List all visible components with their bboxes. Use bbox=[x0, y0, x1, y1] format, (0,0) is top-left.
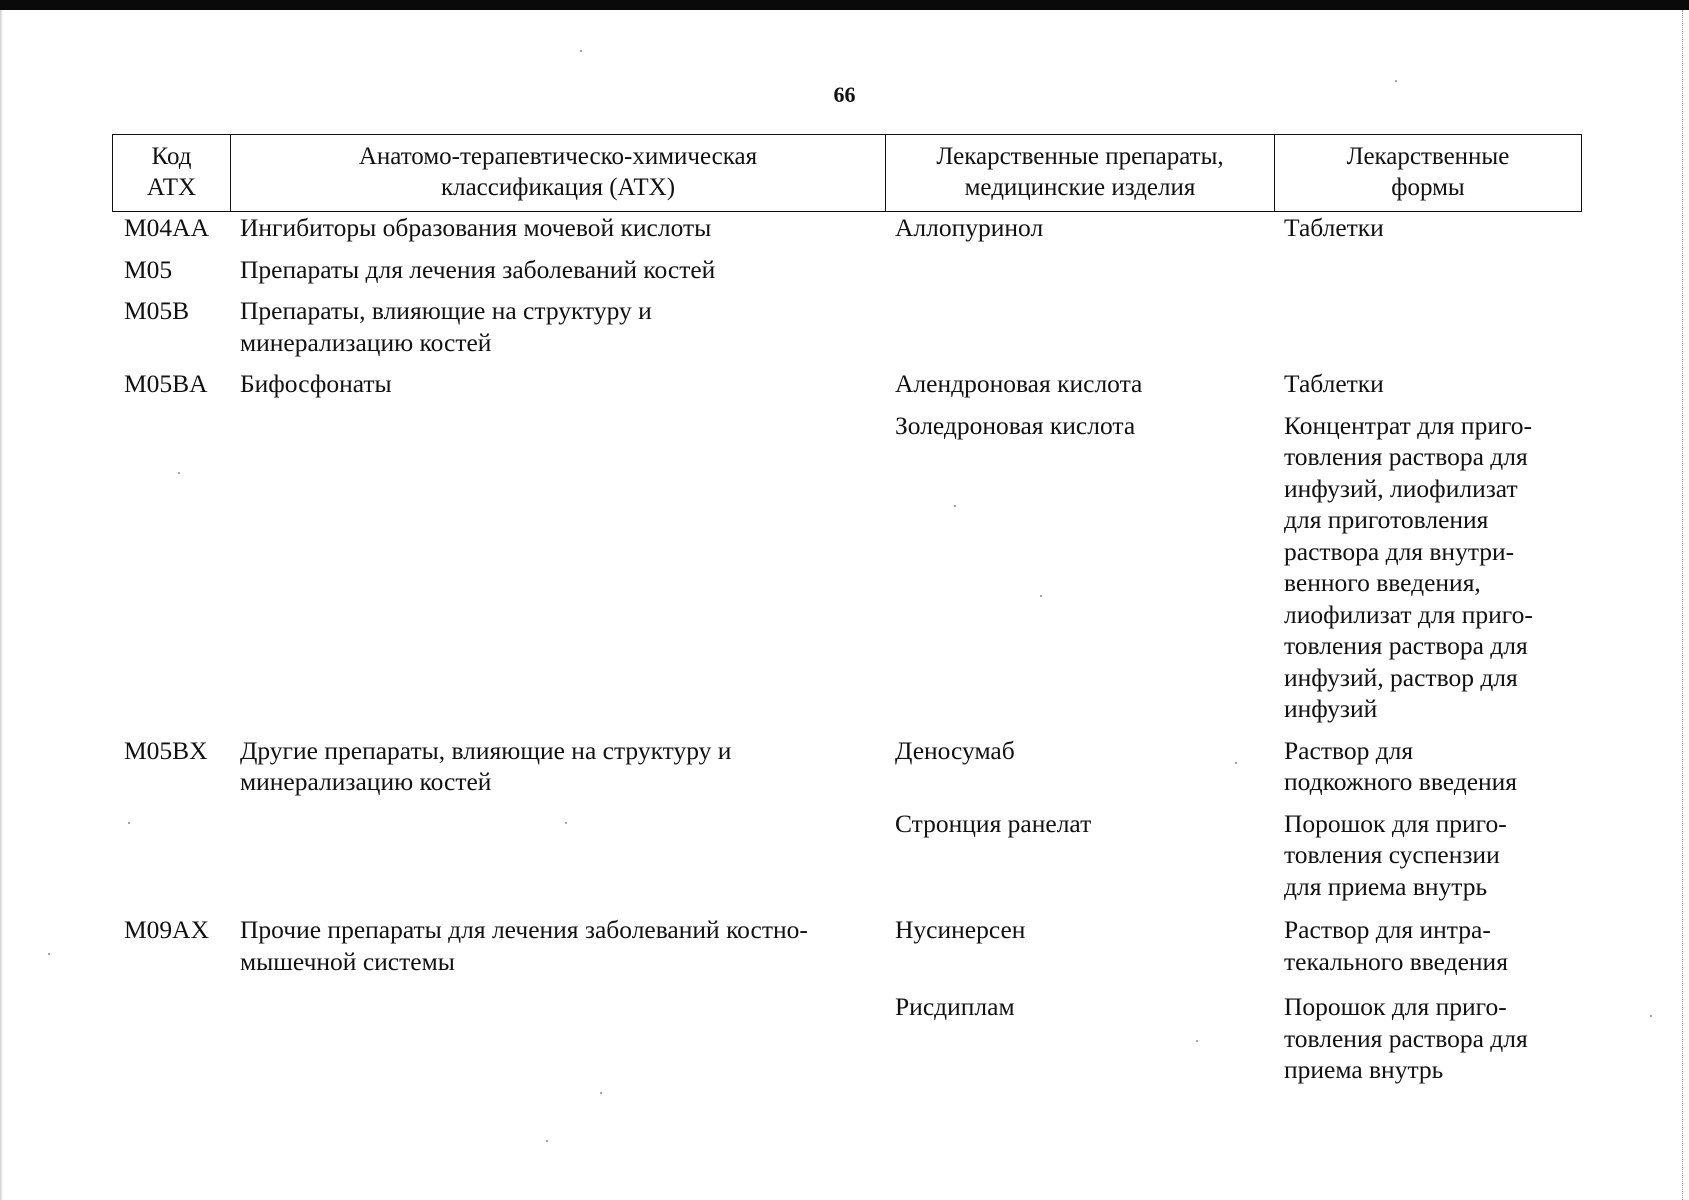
header-forms-line: Лекарственные bbox=[1346, 143, 1510, 170]
drug-cell bbox=[885, 991, 1274, 1086]
scan-speck bbox=[1650, 1015, 1652, 1017]
dosage-form-line: Порошок для приго- bbox=[1284, 808, 1507, 838]
header-drugs bbox=[886, 135, 1275, 211]
classification-cell bbox=[230, 410, 885, 725]
scan-speck bbox=[580, 50, 582, 52]
drug-line: Стронция ранелат bbox=[895, 808, 1092, 838]
atc-code-cell: M05BX bbox=[124, 735, 208, 765]
dosage-form-cell bbox=[1274, 212, 1582, 244]
classification-line: Прочие препараты для лечения заболеваний костно- bbox=[240, 915, 808, 944]
classification-cell bbox=[230, 735, 885, 798]
header-forms-line: формы bbox=[1391, 174, 1465, 201]
header-drugs-line: Лекарственные препараты, bbox=[936, 143, 1224, 170]
atc-code-cell: M04AA bbox=[124, 213, 210, 242]
dosage-form-line: Таблетки bbox=[1284, 213, 1384, 242]
atc-code-cell: M05B bbox=[124, 296, 190, 325]
scan-top-border bbox=[0, 0, 1689, 10]
dosage-form-line: приема внутрь bbox=[1284, 1055, 1444, 1084]
drug-line: Нусинерсен bbox=[895, 915, 1026, 944]
dosage-form-line: инфузий bbox=[1284, 694, 1378, 723]
page-number: 66 bbox=[833, 82, 856, 107]
table-row bbox=[112, 808, 1582, 903]
dosage-form-line: текального введения bbox=[1284, 946, 1508, 976]
classification-line: Бифосфонаты bbox=[240, 369, 392, 398]
drug-cell bbox=[885, 914, 1274, 977]
classification-line: Препараты для лечения заболеваний костей bbox=[240, 254, 716, 284]
header-code bbox=[113, 135, 231, 211]
drug-cell bbox=[885, 410, 1274, 725]
classification-cell bbox=[230, 368, 885, 400]
scan-left-edge bbox=[0, 10, 3, 1200]
dosage-form-cell bbox=[1274, 991, 1582, 1086]
table-row bbox=[112, 735, 1582, 798]
scan-speck bbox=[565, 822, 567, 824]
dosage-form-line: Порошок для приго- bbox=[1284, 992, 1507, 1021]
header-forms bbox=[1275, 135, 1581, 211]
dosage-form-line: товления раствора для bbox=[1284, 442, 1528, 471]
classification-line: Препараты, влияющие на структуру и bbox=[240, 296, 652, 325]
atc-code-cell: M05BA bbox=[124, 369, 208, 398]
drug-line: Рисдиплам bbox=[895, 992, 1015, 1021]
scan-speck bbox=[1040, 595, 1042, 597]
header-drugs-line: медицинские изделия bbox=[964, 174, 1196, 201]
table-row bbox=[112, 368, 1582, 400]
scan-speck bbox=[954, 505, 956, 507]
scan-speck bbox=[546, 1140, 548, 1142]
atc-code-cell: M09AX bbox=[124, 915, 210, 944]
scan-speck bbox=[1395, 80, 1397, 82]
table-row bbox=[112, 254, 1582, 286]
header-classification bbox=[231, 135, 886, 211]
dosage-form-line: товления раствора для bbox=[1284, 1023, 1528, 1053]
dosage-form-cell bbox=[1274, 295, 1582, 358]
classification-line: минерализацию костей bbox=[240, 327, 492, 357]
classification-cell bbox=[230, 254, 885, 286]
drug-cell bbox=[885, 295, 1274, 358]
drug-line: Алендроновая кислота bbox=[895, 369, 1143, 398]
drug-cell bbox=[885, 808, 1274, 903]
dosage-form-cell bbox=[1274, 735, 1582, 798]
scan-right-edge bbox=[1682, 10, 1689, 1200]
atc-code-cell bbox=[112, 991, 230, 1086]
header-classification-line: классификация (АТХ) bbox=[440, 174, 676, 201]
drug-cell bbox=[885, 254, 1274, 286]
table-header bbox=[112, 134, 1582, 212]
dosage-form-cell bbox=[1274, 410, 1582, 725]
dosage-form-line: инфузий, раствор для bbox=[1284, 662, 1518, 692]
dosage-form-line: раствора для внутри- bbox=[1284, 536, 1515, 566]
dosage-form-line: венного введения, bbox=[1284, 568, 1481, 597]
dosage-form-line: товления раствора для bbox=[1284, 631, 1528, 660]
header-code-line: АТХ bbox=[146, 174, 197, 201]
drug-cell bbox=[885, 212, 1274, 244]
table-body bbox=[112, 212, 1582, 1086]
scan-speck bbox=[1196, 1040, 1198, 1042]
table-row bbox=[112, 410, 1582, 725]
table-row bbox=[112, 212, 1582, 244]
dosage-form-line: для приготовления bbox=[1284, 505, 1489, 534]
classification-line: мышечной системы bbox=[240, 946, 455, 976]
dosage-form-line: товления суспензии bbox=[1284, 840, 1500, 869]
classification-line: Другие препараты, влияющие на структуру и bbox=[240, 735, 732, 765]
classification-line: минерализацию костей bbox=[240, 767, 492, 796]
dosage-form-line: для приема внутрь bbox=[1284, 871, 1488, 901]
scan-speck bbox=[128, 822, 130, 824]
table-row bbox=[112, 991, 1582, 1086]
drug-line: Золедроновая кислота bbox=[895, 410, 1136, 440]
table-row bbox=[112, 295, 1582, 358]
dosage-form-line: подкожного введения bbox=[1284, 767, 1518, 796]
drug-cell bbox=[885, 368, 1274, 400]
classification-cell bbox=[230, 295, 885, 358]
scan-speck bbox=[48, 953, 50, 955]
dosage-form-line: Концентрат для приго- bbox=[1284, 410, 1533, 440]
dosage-form-cell bbox=[1274, 368, 1582, 400]
dosage-form-line: Раствор для интра- bbox=[1284, 915, 1491, 944]
atc-code-cell: M05 bbox=[124, 254, 173, 284]
dosage-form-cell bbox=[1274, 808, 1582, 903]
scan-speck bbox=[178, 472, 180, 474]
atc-code-cell bbox=[112, 410, 230, 725]
classification-cell bbox=[230, 991, 885, 1086]
drug-line: Аллопуринол bbox=[895, 213, 1044, 242]
dosage-form-cell bbox=[1274, 914, 1582, 977]
dosage-form-line: лиофилизат для приго- bbox=[1284, 599, 1533, 629]
classification-cell bbox=[230, 914, 885, 977]
dosage-form-line: Раствор для bbox=[1284, 735, 1414, 765]
classification-cell bbox=[230, 212, 885, 244]
scan-speck bbox=[600, 1092, 602, 1094]
classification-line: Ингибиторы образования мочевой кислоты bbox=[240, 213, 712, 242]
classification-cell bbox=[230, 808, 885, 903]
dosage-form-line: инфузий, лиофилизат bbox=[1284, 473, 1518, 503]
table-row bbox=[112, 914, 1582, 977]
scan-speck bbox=[1235, 762, 1237, 764]
dosage-form-line: Таблетки bbox=[1284, 369, 1384, 398]
header-classification-line: Анатомо-терапевтическо-химическая bbox=[358, 143, 758, 170]
dosage-form-cell bbox=[1274, 254, 1582, 286]
drug-line: Деносумаб bbox=[895, 735, 1015, 765]
drug-cell bbox=[885, 735, 1274, 798]
header-code-line: Код bbox=[151, 143, 192, 170]
